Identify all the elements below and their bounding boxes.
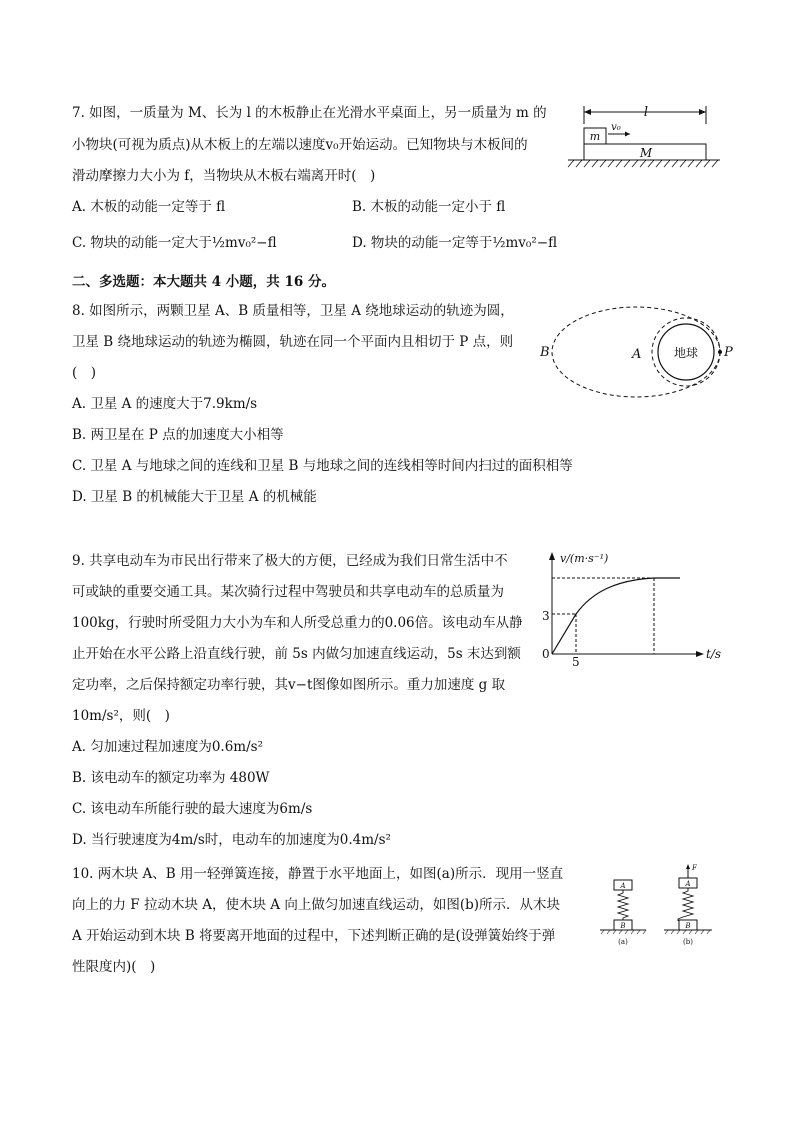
q8-line-1: 8. 如图所示，两颗卫星 A、B 质量相等，卫星 A 绕地球运动的轨迹为圆， [72,303,514,319]
q7-line-3: 滑动摩擦力大小为 f，当物块从木板右端离开时( ) [72,168,376,184]
q8-option-b[interactable]: B. 两卫星在 P 点的加速度大小相等 [72,427,284,443]
x-tick-5: 5 [572,655,580,669]
q9-line-1: 9. 共享电动车为市民出行带来了极大的方便，已经成为我们日常生活中不 [72,553,508,569]
label-p: P [724,345,733,360]
x-axis-label: t/s [706,647,722,661]
q9-option-a[interactable]: A. 匀加速过程加速度为0.6m/s² [72,739,263,755]
q7-length-label: l [643,105,649,120]
q7-option-b[interactable]: B. 木板的动能一定小于 fl [352,199,506,215]
figure-b [664,864,712,946]
q9-option-c[interactable]: C. 该电动车所能行驶的最大速度为6m/s [72,801,313,817]
origin-label: 0 [542,647,550,661]
q7-line-2: 小物块(可视为质点)从木板上的左端以速度v₀开始运动。已知物块与木板间的 [72,137,528,153]
q8-figure-orbits [534,302,734,406]
q7-option-a[interactable]: A. 木板的动能一定等于 fl [72,199,226,215]
q9-line-4: 止开始在水平公路上沿直线行驶，前 5s 内做匀加速直线运动，5s 末达到额 [72,646,521,662]
q9-option-d[interactable]: D. 当行驶速度为4m/s时，电动车的加速度为0.4m/s² [72,832,391,848]
vt-curve [552,578,680,654]
q7-board-label: M [639,146,653,160]
q7-block-label: m [589,130,601,143]
point-p-dot [718,350,722,354]
label-b: B [540,345,550,360]
b-block-b-label: B [685,922,691,930]
section-2-heading: 二、多选题：本大题共 4 小题，共 16 分。 [72,274,335,290]
q9-line-2: 可或缺的重要交通工具。某次骑行过程中驾驶员和共享电动车的总质量为 [72,584,504,600]
q7-option-c[interactable]: C. 物块的动能一定大于½mv₀²−fl [72,235,277,251]
q7-velocity-label: v₀ [611,122,621,133]
q9-figure-vt-graph [534,548,734,672]
ground-hatch [568,160,718,167]
q10-line-4: 性限度内)( ) [72,959,156,975]
q8-line-3: ( ) [72,365,97,381]
a-block-a-label: A [620,882,626,890]
label-a: A [632,347,642,362]
label-a-caption: (a) [618,938,628,946]
q7-option-d[interactable]: D. 物块的动能一定等于½mv₀²−fl [352,235,558,251]
q8-option-a[interactable]: A. 卫星 A 的速度大于7.9km/s [72,396,258,412]
q10-line-1: 10. 两木块 A、B 用一轻弹簧连接，静置于水平地面上，如图(a)所示．现用一竖直 [72,866,564,882]
label-earth: 地球 [673,346,699,360]
q9-line-5: 定功率，之后保持额定功率行驶，其v−t图像如图所示。重力加速度 g 取 [72,677,506,693]
force-f-label: F [692,864,697,872]
y-tick-3: 3 [542,609,550,623]
q8-option-c[interactable]: C. 卫星 A 与地球之间的连线和卫星 B 与地球之间的连线相等时间内扫过的面积相等 [72,458,573,474]
q9-line-3: 100kg，行驶时所受阻力大小为车和人所受总重力的0.06倍。该电动车从静 [72,615,523,631]
q9-option-b[interactable]: B. 该电动车的额定功率为 480W [72,770,270,786]
q8-option-d[interactable]: D. 卫星 B 的机械能大于卫星 A 的机械能 [72,489,317,505]
q9-line-6: 10m/s²，则( ) [72,708,170,724]
y-axis-label: v/(m·s⁻¹) [560,552,609,565]
q8-line-2: 卫星 B 绕地球运动的轨迹为椭圆，轨迹在同一个平面内且相切于 P 点，则 [72,334,514,350]
label-b-caption: (b) [683,938,693,946]
b-block-a-label: A [685,880,691,888]
q7-figure-board-block [560,98,720,178]
q10-figure-spring-blocks [594,862,734,952]
q7-line-1: 7. 如图，一质量为 M、长为 l 的木板静止在光滑水平桌面上，另一质量为 m 的 [72,105,547,121]
figure-a [600,880,646,946]
a-block-b-label: B [620,922,626,930]
q10-line-3: A 开始运动到木块 B 将要离开地面的过程中，下述判断正确的是(设弹簧始终于弹 [72,928,556,944]
q10-line-2: 向上的力 F 拉动木块 A，使木块 A 向上做匀加速直线运动，如图(b)所示．从木块 [72,897,560,913]
